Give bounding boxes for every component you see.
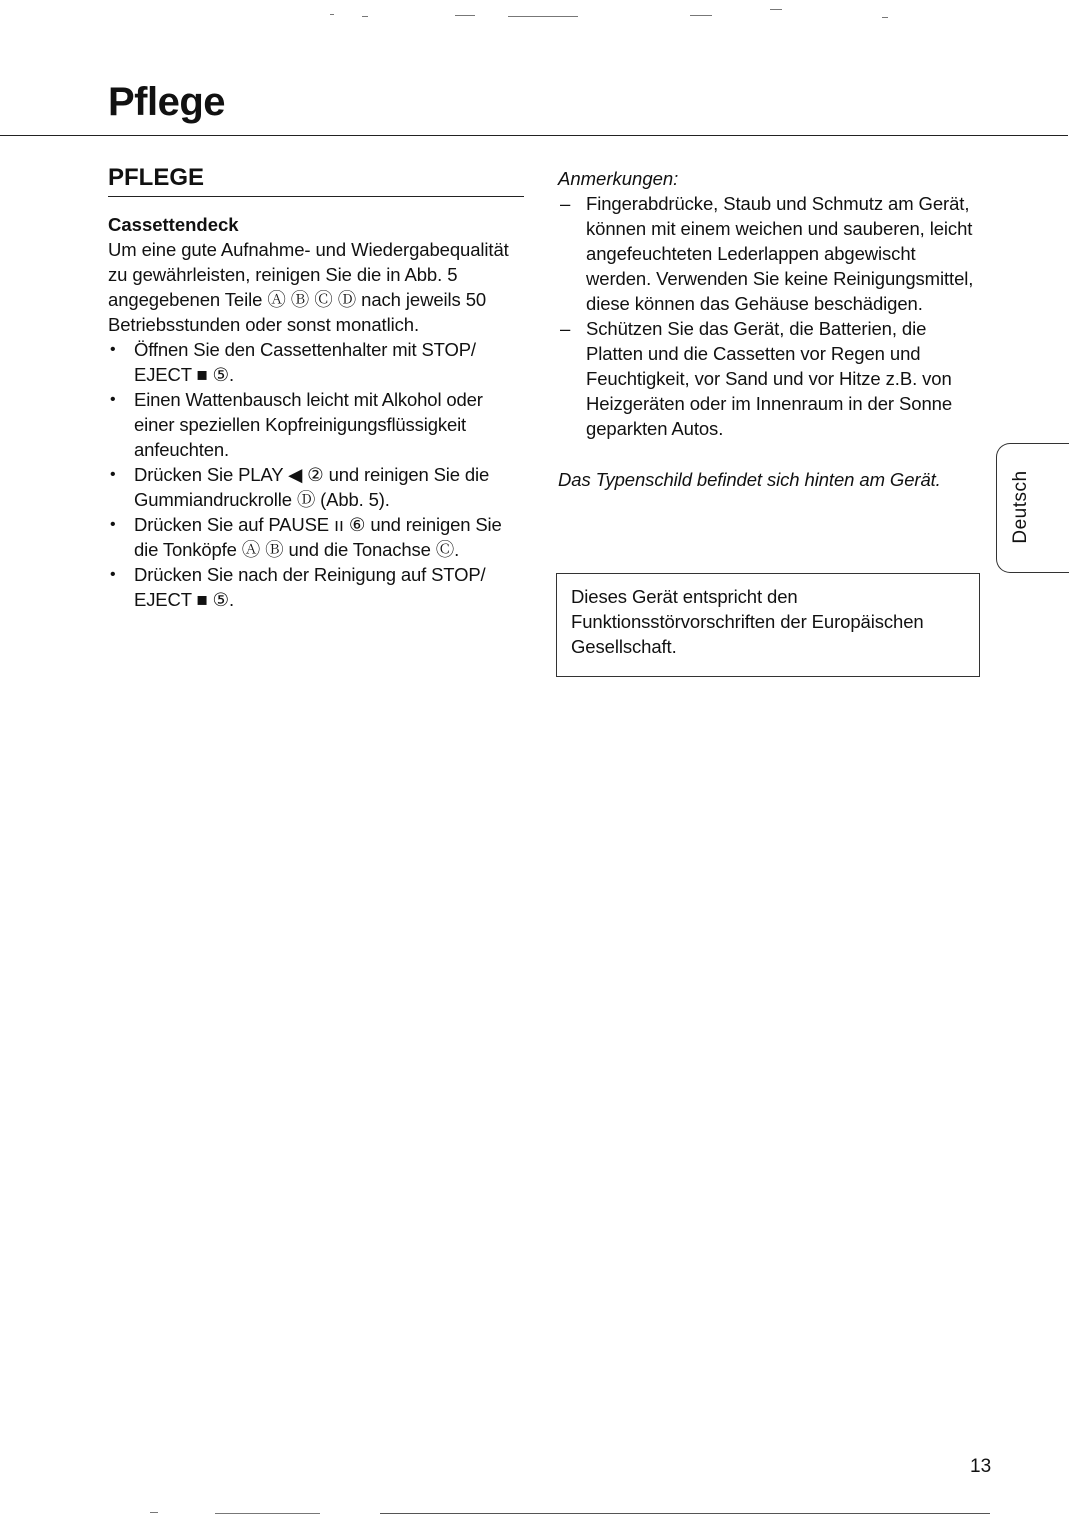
note-item: – Fingerabdrücke, Staub und Schmutz am Gerät, können mit einem weichen und sauberen, leicht angefeuchteten Lederlappen abgewischt werden. Verwenden Sie keine Reinigungsmittel, diese können das Gehäuse beschädigen. (558, 191, 976, 316)
scan-speck (508, 16, 578, 17)
page-number: 13 (970, 1456, 992, 1477)
cassette-heading: Cassettendeck (108, 214, 239, 235)
cleaning-steps (108, 337, 528, 612)
section-title: PFLEGE (108, 164, 205, 191)
section-divider (108, 196, 524, 197)
scan-speck (362, 16, 368, 17)
cleaning-step: • Einen Wattenbausch leicht mit Alkohol oder einer speziellen Kopfreinigungsflüssigkeit anfeuchten. (108, 387, 528, 462)
scan-speck (215, 1513, 320, 1514)
ec-notice-box (556, 573, 980, 677)
type-plate-note: Das Typenschild befindet sich hinten am Gerät. (558, 469, 941, 490)
note-item: – Schützen Sie das Gerät, die Batterien, die Platten und die Cassetten vor Regen und Feuchtigkeit, vor Sand und vor Hitze z.B. von Heizgeräten oder im Innenraum in der Sonne geparkten Autos. (558, 316, 976, 441)
ec-notice-text: Dieses Gerät entspricht den Funktionsstörvorschriften der Europäischen Gesellschaft. (571, 586, 924, 657)
title-divider (0, 135, 1068, 136)
scan-speck (330, 14, 334, 15)
cassette-intro: Um eine gute Aufnahme- und Wiedergabequalität zu gewährleisten, reinigen Sie die in Abb. 5 angegebenen Teile Ⓐ Ⓑ Ⓒ Ⓓ nach jeweils 50 Betriebsstunden oder sonst monatlich. (108, 239, 509, 335)
cleaning-step: • Drücken Sie PLAY ◀ ② und reinigen Sie die Gummiandruckrolle Ⓓ (Abb. 5). (108, 462, 528, 512)
scan-speck (455, 15, 475, 16)
scan-speck (380, 1513, 990, 1514)
cleaning-step: • Drücken Sie auf PAUSE ıı ⑥ und reinigen Sie die Tonköpfe Ⓐ Ⓑ und die Tonachse Ⓒ. (108, 512, 528, 562)
scan-speck (882, 17, 888, 18)
scan-speck (690, 15, 712, 16)
cleaning-step: • Öffnen Sie den Cassettenhalter mit STOP/ EJECT ■ ⑤. (108, 337, 528, 387)
notes-section (558, 166, 976, 492)
page-title: Pflege (108, 80, 226, 124)
notes-list (558, 191, 976, 441)
cassette-section (108, 212, 528, 612)
cleaning-step: • Drücken Sie nach der Reinigung auf STOP/ EJECT ■ ⑤. (108, 562, 528, 612)
scan-speck (150, 1512, 158, 1513)
language-tab-label (1005, 462, 1037, 552)
language-tab-text: Deutsch (1010, 470, 1031, 544)
scan-speck (770, 9, 782, 10)
notes-heading: Anmerkungen: (558, 168, 679, 189)
